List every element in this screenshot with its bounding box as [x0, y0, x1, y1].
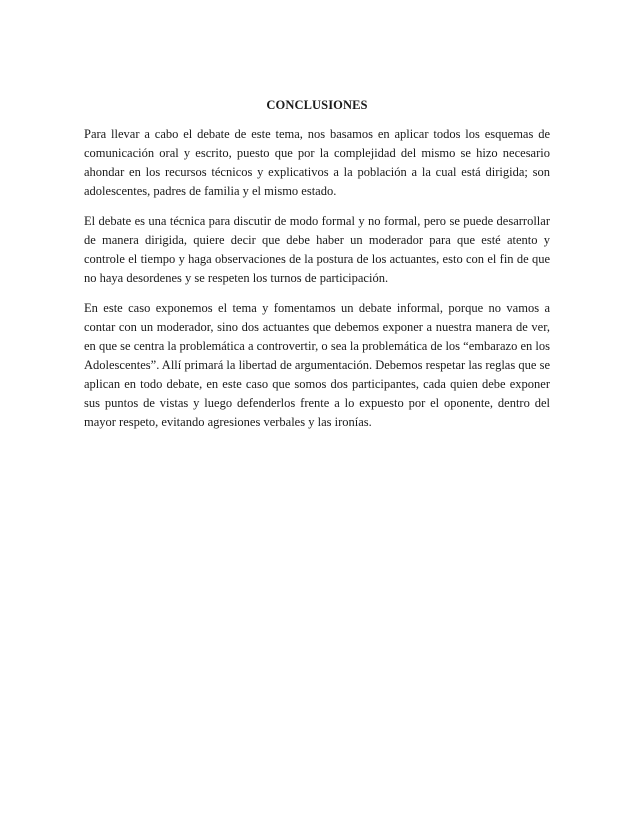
paragraph-2: El debate es una técnica para discutir de modo formal y no formal, pero se puede desarrollar de manera dirigida, quiere decir que debe haber un moderador para que esté atento y controle el tiempo y haga observaciones de la postura de los actuantes, esto con el fin de que no haya desordenes y se respeten los turnos de participación.: [84, 214, 550, 285]
document-title: CONCLUSIONES: [266, 98, 368, 112]
document-body: [84, 96, 550, 443]
paragraph-3: En este caso exponemos el tema y fomentamos un debate informal, porque no vamos a contar con un moderador, sino dos actuantes que debemos exponer a nuestra manera de ver, en que se centra la problemática a controvertir, o sea la problemática de los “embarazo en los Adolescentes”. Allí primará la libertad de argumentación. Debemos respetar las reglas que se aplican en todo debate, en este caso que somos dos participantes, cada quien debe exponer sus puntos de vistas y luego defenderlos frente a lo expuesto por el oponente, dentro del mayor respeto, evitando agresiones verbales y las ironías.: [84, 301, 550, 429]
paragraph-1: Para llevar a cabo el debate de este tema, nos basamos en aplicar todos los esquemas de comunicación oral y escrito, puesto que por la complejidad del mismo se hizo necesario ahondar en los recursos técnicos y explicativos a la población a la cual está dirigida; son adolescentes, padres de familia y el mismo estado.: [84, 127, 550, 198]
